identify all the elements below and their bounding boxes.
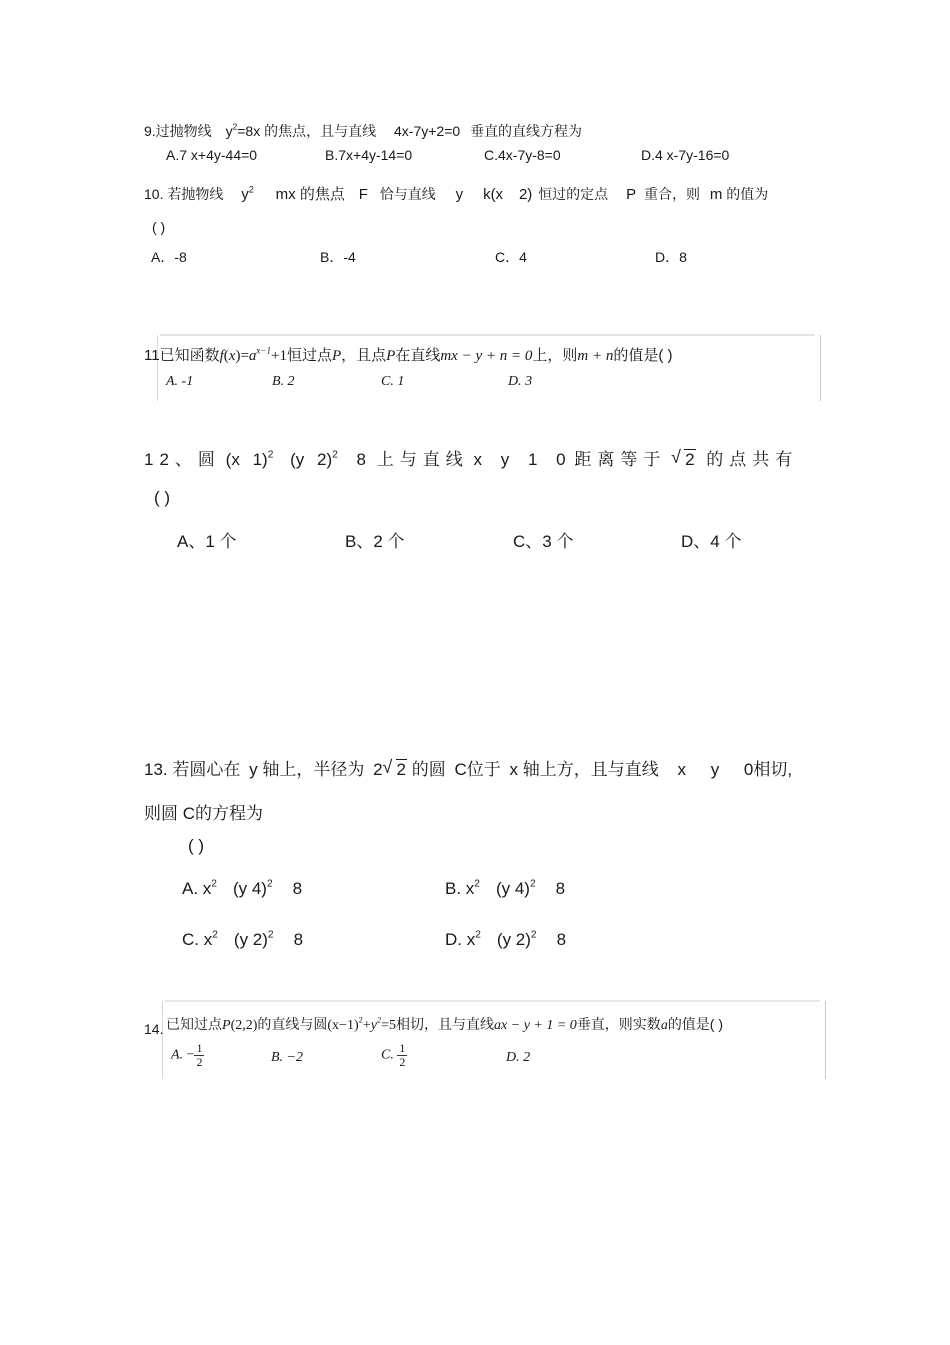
q13-part: y bbox=[249, 760, 258, 779]
q12-part: 0 bbox=[556, 450, 566, 469]
question-11-stem: 11已知函数$f(x)=a^{x-1}+1$恒过点P，且点P在直线mx − y + n = 0上，则m + n的值是( ) bbox=[144, 345, 673, 364]
q13-option-a: A. $x^2$ (y 4)$^2$ 8 bbox=[182, 878, 303, 898]
q13-part: 2 bbox=[373, 760, 383, 779]
q10-part: 2) bbox=[518, 186, 533, 203]
q14-option-a: A. − $\frac{1}{2}$ bbox=[171, 1041, 203, 1069]
q12-part: 距离等于 bbox=[574, 450, 667, 469]
q10-part: P bbox=[626, 186, 637, 203]
q10-y2: $y^2$ bbox=[241, 184, 254, 203]
q12-part: (x bbox=[225, 450, 240, 469]
q14-circle-y: $y^2$ bbox=[370, 1015, 382, 1033]
q10-option-a: A．-8 bbox=[151, 249, 187, 265]
q10-part: k(x bbox=[483, 186, 504, 203]
q14-image-box bbox=[162, 1001, 826, 1079]
q10-answer-paren: ( ) bbox=[152, 219, 166, 235]
q10-part: m bbox=[709, 186, 723, 203]
q13-part: 相切, bbox=[753, 760, 793, 779]
q12-option-b: B、2 个 bbox=[345, 532, 405, 551]
q13-part: 0 bbox=[743, 760, 754, 779]
q14-part: 相切，且与直线 bbox=[396, 1016, 495, 1032]
q13-line2: 则圆 C的方程为 bbox=[144, 804, 263, 823]
q12-part: x bbox=[473, 450, 482, 469]
q14-line-eq: ax − y + 1 = 0 bbox=[494, 1018, 577, 1033]
q12-part: 12、圆 bbox=[144, 450, 221, 469]
q9-option-a: A.7 x+4y-44=0 bbox=[166, 147, 258, 163]
q11-option-c: C. 1 bbox=[381, 374, 405, 389]
q14-part: 已知过点 bbox=[166, 1016, 222, 1032]
q12-part: (y bbox=[290, 450, 305, 469]
q12-option-c: C、3 个 bbox=[513, 532, 574, 551]
q12-option-a: A、1 个 bbox=[177, 532, 237, 551]
q12-part: 8 bbox=[356, 450, 366, 469]
q13-answer-paren: ( ) bbox=[188, 836, 205, 855]
q10-part: 重合，则 bbox=[643, 186, 700, 202]
q14-circle-x: $(x-1)^2$ bbox=[327, 1015, 363, 1033]
q11-part: 的值是( ) bbox=[613, 347, 673, 364]
q11-option-b: B. 2 bbox=[272, 374, 295, 389]
q13-part: C bbox=[454, 760, 467, 779]
q10-part: mx 的焦点 bbox=[275, 186, 345, 203]
q11-number: 11 bbox=[144, 347, 160, 364]
q14-option-b: B. −2 bbox=[271, 1050, 303, 1065]
q9-stem-pre: 9.过抛物线 bbox=[144, 123, 212, 139]
q10-part: F bbox=[358, 186, 368, 203]
q12-part: 2)$^2$ bbox=[317, 449, 338, 469]
q10-part: 的值为 bbox=[726, 186, 769, 202]
q13-part: 轴上方，且与直线 bbox=[522, 760, 659, 779]
q10-option-b: B．-4 bbox=[320, 249, 356, 265]
q13-sqrt: √ 2 bbox=[382, 757, 406, 779]
q13-part: 轴上，半径为 bbox=[262, 760, 365, 779]
question-13-stem bbox=[144, 755, 792, 780]
q11-option-a: A. -1 bbox=[166, 374, 194, 389]
q11-line-eq: mx − y + n = 0 bbox=[440, 348, 533, 364]
q13-part: 位于 bbox=[466, 760, 501, 779]
question-14-number: 14. bbox=[144, 1021, 164, 1037]
q13-part: 13. 若圆心在 bbox=[144, 760, 241, 779]
q14-option-c-fraction: $\frac{1}{2}$ bbox=[399, 1041, 406, 1069]
q11-option-d: D. 3 bbox=[508, 374, 533, 389]
q14-option-c: C. $\frac{1}{2}$ bbox=[381, 1041, 406, 1069]
q9-option-c: C.4x-7y-8=0 bbox=[484, 147, 561, 163]
q9-option-b: B.7x+4y-14=0 bbox=[325, 147, 413, 163]
q14-part: 垂直，则实数 bbox=[576, 1016, 661, 1032]
q11-part: 已知函数 bbox=[159, 347, 220, 364]
q10-option-d: D．8 bbox=[655, 249, 687, 265]
q12-part: 的点共有 bbox=[706, 450, 799, 469]
q10-part: 恰与直线 bbox=[379, 186, 436, 202]
q11-part: ，且点 bbox=[341, 347, 387, 364]
q10-part: 10. 若抛物线 bbox=[144, 186, 224, 202]
q10-option-c: C．4 bbox=[495, 249, 527, 265]
q14-option-d: D. 2 bbox=[506, 1050, 531, 1065]
q11-top-fade-line bbox=[160, 334, 815, 336]
q13-option-d: D. $x^2$ (y 2)$^2$ 8 bbox=[445, 929, 567, 949]
q12-sqrt: √ 2 bbox=[671, 447, 695, 469]
q12-answer-paren: ( ) bbox=[154, 488, 171, 507]
q10-part: y bbox=[455, 186, 464, 203]
q13-option-c: C. $x^2$ (y 2)$^2$ 8 bbox=[182, 929, 304, 949]
q13-part: x bbox=[509, 760, 518, 779]
q14-option-a-fraction: $\frac{1}{2}$ bbox=[196, 1041, 203, 1069]
q9-line: 4x-7y+2=0 bbox=[394, 123, 461, 139]
q9-stem-post: 垂直的直线方程为 bbox=[470, 123, 583, 139]
question-9-stem bbox=[144, 121, 582, 141]
q14-part: 的值是( ) bbox=[667, 1016, 724, 1032]
q13-option-b: B. $x^2$ (y 4)$^2$ 8 bbox=[445, 878, 566, 898]
q13-part: x bbox=[677, 760, 686, 779]
q12-part: 上与直线 bbox=[376, 450, 469, 469]
question-10-stem bbox=[144, 183, 768, 204]
question-14-stem: 已知过点P(2,2)的直线与圆$(x-1)^2+y^2=5$相切，且与直线ax − y + 1 = 0垂直，则实数a的值是( ) bbox=[166, 1015, 724, 1033]
q11-power: $a^{x-1}$ bbox=[248, 345, 271, 364]
q12-part: 1)$^2$ bbox=[252, 449, 274, 469]
q11-part: 恒过点 bbox=[286, 347, 332, 364]
q12-part: 1 bbox=[527, 450, 538, 469]
q9-parabola: $y^2=8x$ 的焦点，且与直线 bbox=[225, 121, 377, 139]
question-12-stem bbox=[144, 445, 798, 470]
q12-part: y bbox=[500, 450, 510, 469]
q10-part: 恒过的定点 bbox=[538, 186, 609, 202]
q9-option-d: D.4 x-7y-16=0 bbox=[641, 147, 730, 163]
q11-part: 在直线 bbox=[395, 347, 441, 364]
q11-part: 上，则 bbox=[532, 347, 578, 364]
q14-top-fade-line bbox=[165, 1000, 820, 1002]
q13-part: y bbox=[710, 760, 720, 779]
q11-part: f bbox=[219, 348, 224, 364]
q12-option-d: D、4 个 bbox=[681, 532, 742, 551]
q13-part: 的圆 bbox=[411, 760, 446, 779]
q14-part: 的直线与圆 bbox=[257, 1016, 328, 1032]
